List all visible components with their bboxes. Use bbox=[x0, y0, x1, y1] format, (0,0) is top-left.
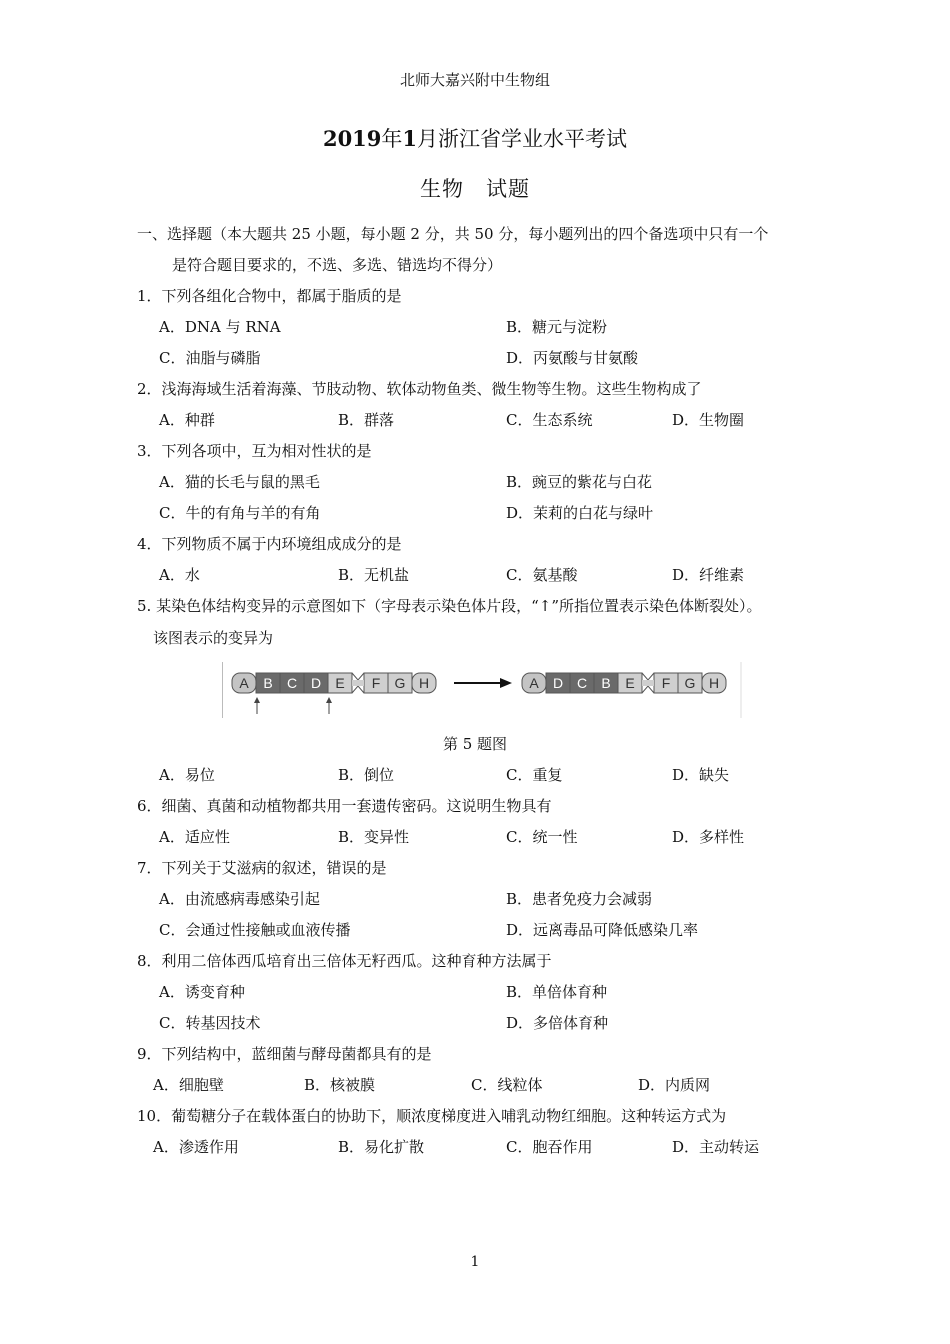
question-4-option-c: C．氨基酸 bbox=[506, 566, 578, 584]
question-3-option-c: C．牛的有角与羊的有角 bbox=[159, 504, 321, 522]
mutated-segment-label-g: G bbox=[684, 675, 696, 691]
question-5-option-b: B．倒位 bbox=[338, 766, 395, 784]
question-2-option-a: A．种群 bbox=[159, 411, 215, 429]
question-8-option-a: A．诱变育种 bbox=[159, 983, 245, 1001]
question-2-option-b: B．群落 bbox=[338, 411, 395, 429]
question-4-option-d: D．纤维素 bbox=[672, 566, 745, 584]
question-9-stem: 9．下列结构中，蓝细菌与酵母菌都具有的是 bbox=[137, 1045, 432, 1063]
question-8-stem: 8．利用二倍体西瓜培育出三倍体无籽西瓜。这种育种方法属于 bbox=[137, 952, 552, 970]
question-6-option-a: A．适应性 bbox=[159, 828, 230, 846]
question-4-option-b: B．无机盐 bbox=[338, 566, 410, 584]
question-6-option-c: C．统一性 bbox=[506, 828, 578, 846]
section-instructions-line1: 一、选择题（本大题共 25 小题，每小题 2 分，共 50 分，每小题列出的四个备选项中只有一个 bbox=[137, 225, 769, 243]
break-point-arrow-icon bbox=[254, 697, 260, 714]
question-8-option-c: C．转基因技术 bbox=[159, 1014, 261, 1032]
question-10-option-c: C．胞吞作用 bbox=[506, 1138, 593, 1156]
question-10-option-a: A．渗透作用 bbox=[153, 1138, 239, 1156]
title-year: 2019 bbox=[322, 126, 382, 151]
question-10-option-b: B．易化扩散 bbox=[338, 1138, 425, 1156]
question-5-stem-continued: 该图表示的变异为 bbox=[153, 629, 274, 647]
mutated-segment-label-a: A bbox=[529, 675, 539, 691]
page-number: 1 bbox=[470, 1254, 480, 1270]
title-rest: 月浙江省学业水平考试 bbox=[417, 127, 628, 151]
question-7-option-d: D．远离毒品可降低感染几率 bbox=[506, 921, 699, 939]
original-chromosome bbox=[232, 673, 436, 693]
mutated-segment-label-d: D bbox=[552, 675, 564, 691]
question-4-option-a: A．水 bbox=[159, 566, 200, 584]
title-month: 1 bbox=[402, 126, 418, 151]
question-10-option-d: D．主动转运 bbox=[672, 1138, 760, 1156]
original-segment-label-f: F bbox=[371, 675, 381, 691]
question-10-stem: 10．葡萄糖分子在载体蛋白的协助下，顺浓度梯度进入哺乳动物红细胞。这种转运方式为 bbox=[137, 1107, 727, 1125]
question-5-option-d: D．缺失 bbox=[672, 766, 730, 784]
question-7-option-a: A．由流感病毒感染引起 bbox=[159, 890, 320, 908]
mutated-segment-label-e: E bbox=[625, 675, 635, 691]
mutated-chromosome bbox=[522, 673, 726, 693]
question-2-option-c: C．生态系统 bbox=[506, 411, 593, 429]
original-segment-label-h: H bbox=[418, 675, 430, 691]
original-segment-label-b: B bbox=[263, 675, 273, 691]
question-7-stem: 7．下列关于艾滋病的叙述，错误的是 bbox=[137, 859, 387, 877]
question-4-stem: 4．下列物质不属于内环境组成成分的是 bbox=[137, 535, 402, 553]
question-7-option-c: C．会通过性接触或血液传播 bbox=[159, 921, 351, 939]
question-6-option-b: B．变异性 bbox=[338, 828, 410, 846]
transform-arrow-icon bbox=[454, 678, 512, 688]
exam-subtitle bbox=[0, 176, 950, 202]
question-9-option-d: D．内质网 bbox=[638, 1076, 711, 1094]
question-3-option-a: A．猫的长毛与鼠的黑毛 bbox=[159, 473, 320, 491]
original-segment-label-e: E bbox=[335, 675, 345, 691]
question-5-option-a: A．易位 bbox=[159, 766, 215, 784]
mutated-segment-label-f: F bbox=[661, 675, 671, 691]
original-segment-label-c: C bbox=[286, 675, 298, 691]
title-year-suffix: 年 bbox=[381, 127, 403, 151]
question-3-option-d: D．茉莉的白花与绿叶 bbox=[506, 504, 654, 522]
break-point-arrow-icon bbox=[326, 697, 332, 714]
mutated-segment-label-b: B bbox=[601, 675, 611, 691]
question-9-option-c: C．线粒体 bbox=[471, 1076, 543, 1094]
question-8-option-b: B．单倍体育种 bbox=[506, 983, 608, 1001]
question-1-option-a: A．DNA 与 RNA bbox=[159, 318, 281, 336]
question-5-stem: 5. 某染色体结构变异的示意图如下（字母表示染色体片段，“↑”所指位置表示染色体断裂处）。 bbox=[137, 597, 762, 615]
original-centromere-core bbox=[352, 680, 364, 686]
question-2-stem: 2．浅海海域生活着海藻、节肢动物、软体动物鱼类、微生物等生物。这些生物构成了 bbox=[137, 380, 702, 398]
figure-caption: 第 5 题图 bbox=[442, 735, 508, 753]
mutated-segment-label-h: H bbox=[708, 675, 720, 691]
subtitle-label: 试题 bbox=[486, 177, 530, 201]
question-1-option-b: B．糖元与淀粉 bbox=[506, 318, 608, 336]
question-6-stem: 6．细菌、真菌和动植物都共用一套遗传密码。这说明生物具有 bbox=[137, 797, 552, 815]
question-1-option-d: D．丙氨酸与甘氨酸 bbox=[506, 349, 639, 367]
mutated-segment-label-c: C bbox=[576, 675, 588, 691]
section-instructions-line2: 是符合题目要求的，不选、多选、错选均不得分） bbox=[172, 256, 503, 274]
question-3-stem: 3．下列各项中，互为相对性状的是 bbox=[137, 442, 372, 460]
question-1-option-c: C．油脂与磷脂 bbox=[159, 349, 261, 367]
question-8-option-d: D．多倍体育种 bbox=[506, 1014, 609, 1032]
question-9-option-a: A．细胞壁 bbox=[153, 1076, 224, 1094]
mutated-centromere-core bbox=[642, 680, 654, 686]
question-9-option-b: B．核被膜 bbox=[304, 1076, 376, 1094]
chromosome-figure bbox=[222, 662, 742, 720]
subtitle-subject: 生物 bbox=[420, 177, 464, 201]
question-6-option-d: D．多样性 bbox=[672, 828, 745, 846]
question-2-option-d: D．生物圈 bbox=[672, 411, 745, 429]
original-segment-label-g: G bbox=[394, 675, 406, 691]
question-3-option-b: B．豌豆的紫花与白花 bbox=[506, 473, 653, 491]
original-segment-label-d: D bbox=[310, 675, 322, 691]
question-5-option-c: C．重复 bbox=[506, 766, 563, 784]
exam-title bbox=[0, 126, 950, 152]
original-segment-label-a: A bbox=[239, 675, 249, 691]
page-header: 北师大嘉兴附中生物组 bbox=[399, 71, 550, 89]
question-7-option-b: B．患者免疫力会减弱 bbox=[506, 890, 653, 908]
question-1-stem: 1．下列各组化合物中，都属于脂质的是 bbox=[137, 287, 402, 305]
